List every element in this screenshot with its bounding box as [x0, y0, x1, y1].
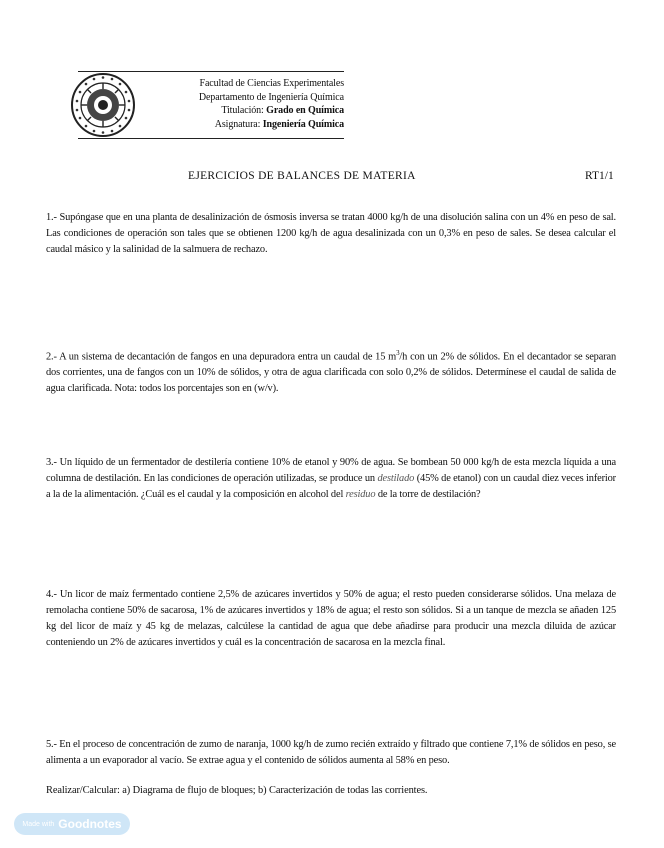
subject-label: Asignatura:: [214, 118, 261, 130]
exercise-2-superscript: 3: [396, 349, 400, 357]
header-text-block: [140, 77, 344, 131]
exercise-1: 1.- Supóngase que en una planta de desalinización de ósmosis inversa se tratan 4000 kg/h de una disolución salina con un 4% en peso de sal. Las condiciones de operación son tales que se obtienen 1200 kg/h de agua desalinizada con un 0,3% en peso de sales. Se desea calcular el caudal másico y la salinidad de la salmuera de rechazo.: [46, 212, 616, 255]
badge-made-with: Made with: [22, 820, 55, 828]
degree-line: [140, 104, 344, 118]
exercise-5-tasks: Realizar/Calcular: a) Diagrama de flujo de bloques; b) Caracterización de todas las corrientes.: [46, 785, 428, 796]
exercise-3-text-c: de la torre de destilación?: [375, 489, 481, 500]
subject-line: [140, 118, 344, 132]
exercise-4: 4.- Un licor de maíz fermentado contiene 2,5% de azúcares invertidos y 50% de agua; el resto pueden considerarse sólidos. Una melaza de remolacha contiene 50% de sacarosa, 1% de azúcares invertidos y 18% de agua; el resto son sólidos. Si a un tanque de mezcla se añaden 125 kg del licor de maíz y 45 kg de melazas, calcúlese la cantidad de agua que debe añadirse para producir una mezcla diluida de azúcar conteniendo un 2% de azúcares invertidos y cuál es la concentración de sacarosa en la mezcla final.: [46, 589, 616, 648]
badge-goodnotes: Goodnotes: [58, 817, 122, 831]
goodnotes-badge[interactable]: [14, 813, 130, 835]
header-bottom-rule: [78, 138, 344, 139]
exercise-5: 5.- En el proceso de concentración de zumo de naranja, 1000 kg/h de zumo recién extraído y filtrado que contiene 7,1% de sólidos en peso, se alimenta a un evaporador al vacío. Se extrae agua y el contenido de sólidos aumenta al 58% en peso.: [46, 739, 616, 766]
exercise-2-text-a: 2.- A un sistema de decantación de fangos en una depuradora entra un caudal de 15 m: [46, 351, 397, 363]
university-seal-icon: [70, 72, 136, 138]
exercise-3-destilado: destilado: [377, 473, 415, 484]
exercise-3: [46, 455, 616, 503]
exercise-3-text-b: (45% de etanol) con un caudal diez veces inferior a la de la alimentación. ¿Cuál es el caudal y la composición en alcohol del: [46, 473, 616, 500]
degree-value: Grado en Química: [266, 105, 344, 116]
subject-value: Ingeniería Química: [262, 118, 344, 130]
department-name: Departamento de Ingeniería Química: [198, 91, 344, 103]
exercise-2-text-b: /h con un 2% de sólidos. En el decantador se separan dos corrientes, una de fangos con un 10% de sólidos, y otra de agua clarificada con solo 0,2% de sólidos. Determínese el caudal de salida de agua clarificada. Nota: todos los porcentajes son en (w/v).: [46, 351, 616, 395]
exercise-3-residuo: residuo: [345, 489, 376, 500]
faculty-name: Facultad de Ciencias Experimentales: [199, 78, 344, 89]
document-code: RT1/1: [585, 170, 614, 182]
degree-label: Titulación:: [221, 105, 264, 116]
exercise-2: [46, 345, 616, 397]
exercise-3-text-a: 3.- Un líquido de un fermentador de destilería contiene 10% de etanol y 90% de agua. Se bombean 50 000 kg/h de esta mezcla líquida a una columna de destilación. En las condiciones de operación utilizadas, se produce un: [46, 457, 616, 484]
document-title: EJERCICIOS DE BALANCES DE MATERIA: [188, 170, 416, 182]
